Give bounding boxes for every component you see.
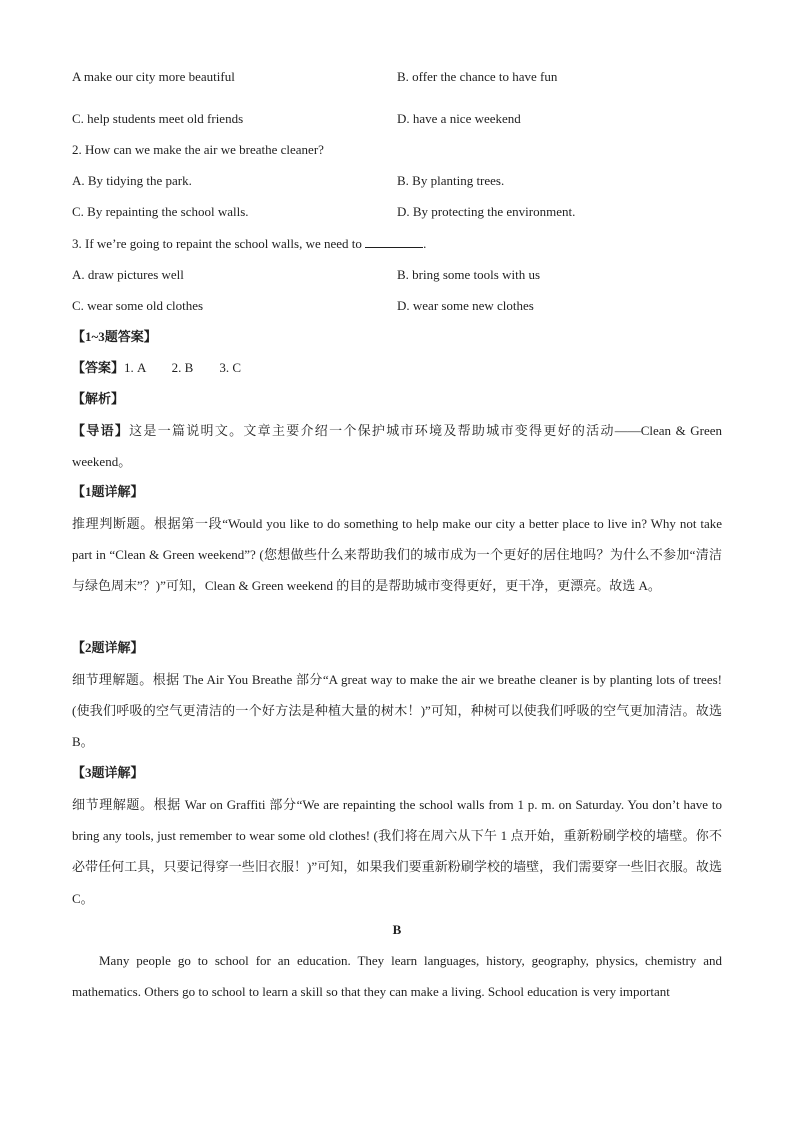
q2-option-d: D. By protecting the environment. xyxy=(397,204,576,219)
detail-1-heading: 【1题详解】 xyxy=(72,484,144,499)
answer-values: 1. A 2. B 3. C xyxy=(124,360,242,375)
section-b-heading: B xyxy=(392,922,402,937)
guide-label: 【导语】 xyxy=(72,423,130,438)
q2-options-row-2 xyxy=(72,204,724,220)
analysis-heading: 【解析】 xyxy=(72,391,125,406)
q3-option-d: D. wear some new clothes xyxy=(397,298,534,313)
q3-stem-text: 3. If we’re going to repaint the school walls, we need to xyxy=(72,236,366,251)
q1-options-row-1 xyxy=(72,69,724,85)
q3-options-row-1 xyxy=(72,267,724,283)
detail-2-heading: 【2题详解】 xyxy=(72,640,144,655)
q3-answer-blank xyxy=(365,235,423,248)
q3-options-row-2 xyxy=(72,298,724,314)
q2-options-row-1 xyxy=(72,173,724,189)
section-b-paragraph: Many people go to school for an education. They learn languages, history, geography, physics, chemistry and mathematics. Others go to school to learn a skill so that they can make a living. School education is very important xyxy=(72,953,722,1000)
q1-option-c: C. help students meet old friends xyxy=(72,111,244,126)
q3-stem xyxy=(72,235,426,252)
answers-heading: 【1~3题答案】 xyxy=(72,329,157,344)
q1-option-a: A make our city more beautiful xyxy=(72,69,235,84)
q3-option-b: B. bring some tools with us xyxy=(397,267,541,282)
detail-2-text: 细节理解题。根据 The Air You Breathe 部分“A great way to make the air we breathe cleaner is by planting lots of trees! (使我们呼吸的空气更清洁的一个好方法是种植大量的树木！)”可知，种树可以使我们呼吸的空气更加清洁。故选 B。 xyxy=(72,672,722,750)
q1-option-b: B. offer the chance to have fun xyxy=(397,69,558,84)
q3-option-a: A. draw pictures well xyxy=(72,267,184,282)
q3-stem-end: . xyxy=(423,236,427,251)
q2-option-b: B. By planting trees. xyxy=(397,173,505,188)
q1-option-d: D. have a nice weekend xyxy=(397,111,521,126)
q1-options-row-2 xyxy=(72,111,724,127)
answer-label: 【答案】 xyxy=(72,360,125,375)
q2-option-c: C. By repainting the school walls. xyxy=(72,204,249,219)
detail-3-text: 细节理解题。根据 War on Graffiti 部分“We are repainting the school walls from 1 p. m. on Saturday. You don’t have to bring any tools, just remember to wear some old clothes! (我们将在周六从下午 1 点开始，重新粉刷学校的墙壁。你不必带任何工具，只要记得穿一些旧衣服！)”可知，如果我们要重新粉刷学校的墙壁，我们需要穿一些旧衣服。故选 C。 xyxy=(72,797,722,906)
guide-paragraph xyxy=(72,415,722,477)
detail-1-text: 推理判断题。根据第一段“Would you like to do something to help make our city a better place to live in? Why not take part in “Clean & Green weekend”? (您想做些什么来帮助我们的城市成为一个更好的居住地吗？为什么不参加“清洁与绿色周末”？)”可知，Clean & Green weekend 的目的是帮助城市变得更好，更干净，更漂亮。故选 A。 xyxy=(72,516,722,594)
q3-option-c: C. wear some old clothes xyxy=(72,298,204,313)
answer-line xyxy=(72,360,241,376)
q2-stem: 2. How can we make the air we breathe cleaner? xyxy=(72,142,324,157)
detail-3-heading: 【3题详解】 xyxy=(72,765,144,780)
guide-text: 这是一篇说明文。文章主要介绍一个保护城市环境及帮助城市变得更好的活动——Clean & Green weekend。 xyxy=(72,423,722,470)
q2-option-a: A. By tidying the park. xyxy=(72,173,192,188)
